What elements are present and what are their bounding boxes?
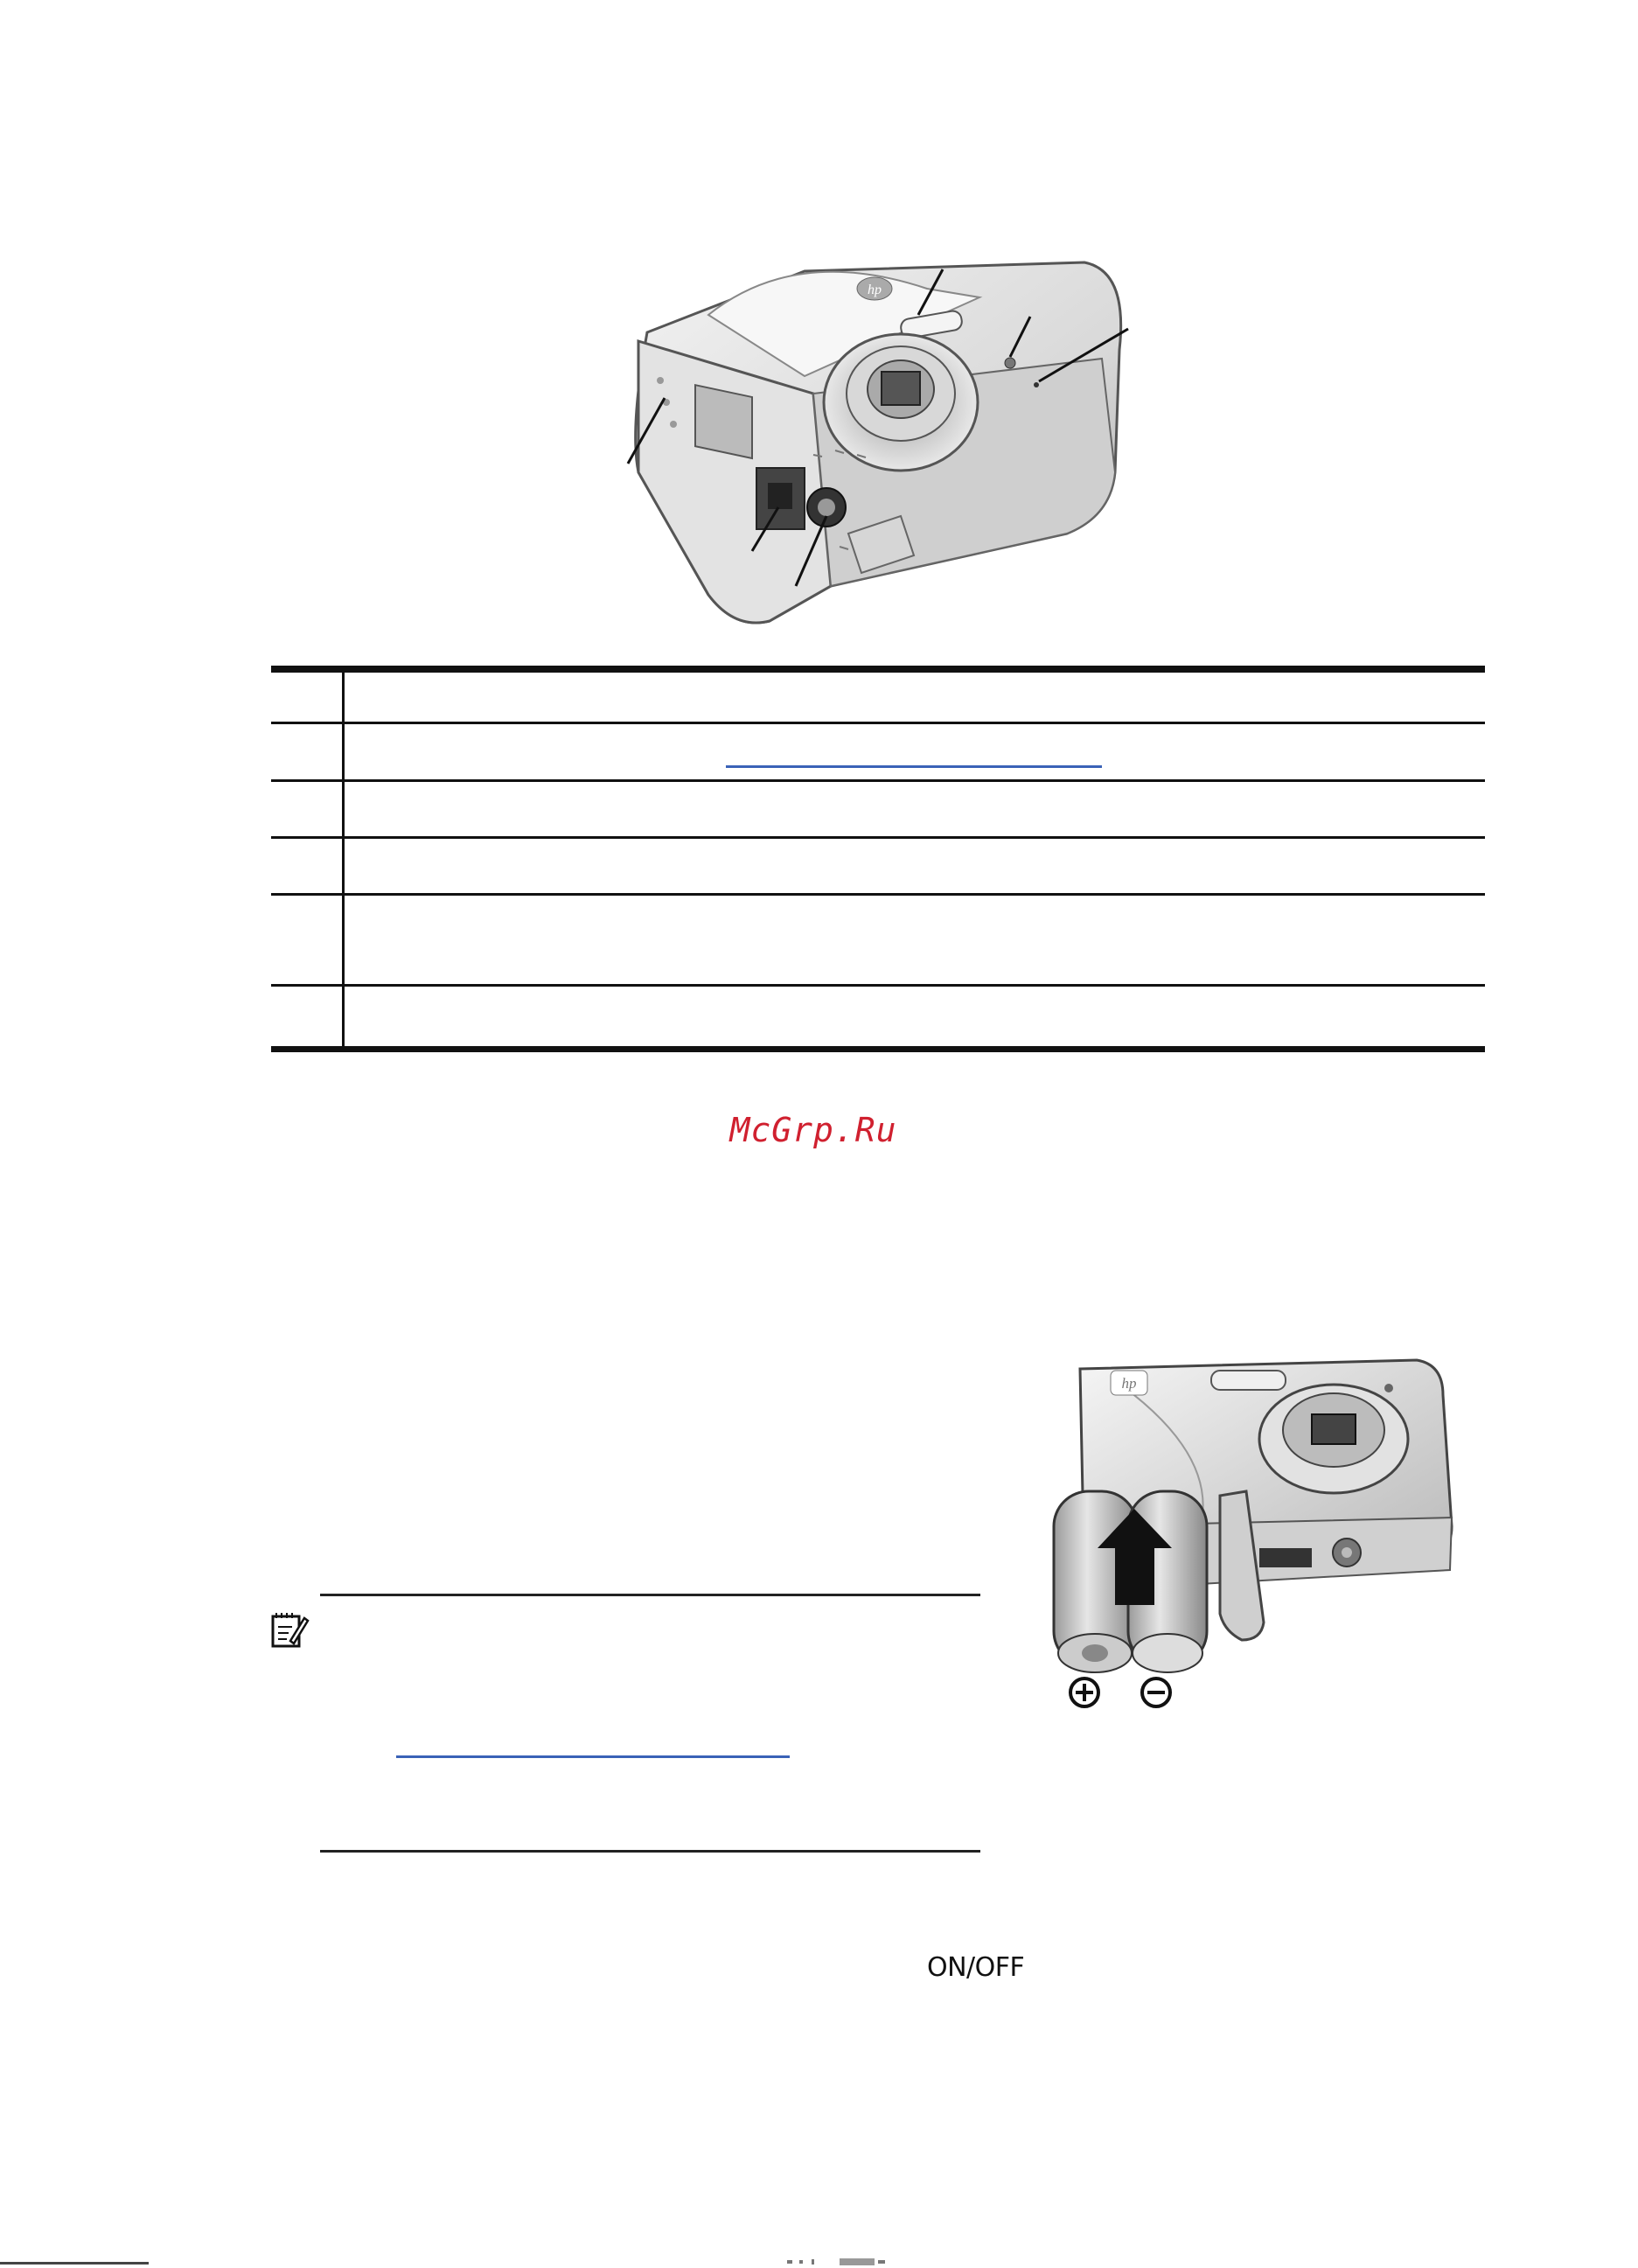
footer-rule [0, 2262, 149, 2265]
hp-logo-icon [1111, 1371, 1147, 1395]
table-row-text [355, 852, 1474, 887]
battery-insertion-illustration [1032, 1351, 1460, 1719]
note-box [269, 1594, 982, 1856]
table-row-divider [271, 722, 1485, 724]
footer-marks [787, 2258, 910, 2265]
table-row-number [280, 1000, 332, 1035]
table-row-number [280, 852, 332, 887]
note-top-rule [320, 1594, 980, 1596]
table-column-divider [342, 673, 345, 1046]
table-row-number [280, 737, 332, 772]
table-row-number [280, 683, 332, 718]
table-row-text [355, 911, 1474, 980]
on-off-button-label: ON/OFF [927, 1952, 1025, 1983]
table-row-divider [271, 984, 1485, 987]
note-bottom-rule [320, 1850, 980, 1853]
note-text [322, 1611, 978, 1821]
table-row-number [280, 795, 332, 830]
note-link-underline[interactable] [396, 1755, 790, 1758]
minus-circle-icon [1142, 1678, 1170, 1706]
table-row-divider [271, 893, 1485, 896]
watermark-text: McGrp.Ru [729, 1111, 897, 1149]
table-link-underline[interactable] [726, 765, 1102, 768]
table-bottom-rule [271, 1046, 1485, 1052]
svg-text:hp: hp [1121, 1375, 1137, 1392]
note-pencil-icon [269, 1609, 310, 1650]
table-row-text [355, 1000, 1474, 1035]
table-row-text [355, 795, 1474, 830]
svg-text:hp: hp [868, 283, 882, 297]
table-row-text [355, 683, 1474, 718]
hp-logo-icon [857, 277, 892, 300]
table-top-rule [271, 666, 1485, 673]
table-row-number [280, 911, 332, 946]
table-row-divider [271, 779, 1485, 782]
camera-rear-illustration [612, 254, 1137, 639]
plus-circle-icon [1070, 1678, 1098, 1706]
table-row-divider [271, 836, 1485, 839]
